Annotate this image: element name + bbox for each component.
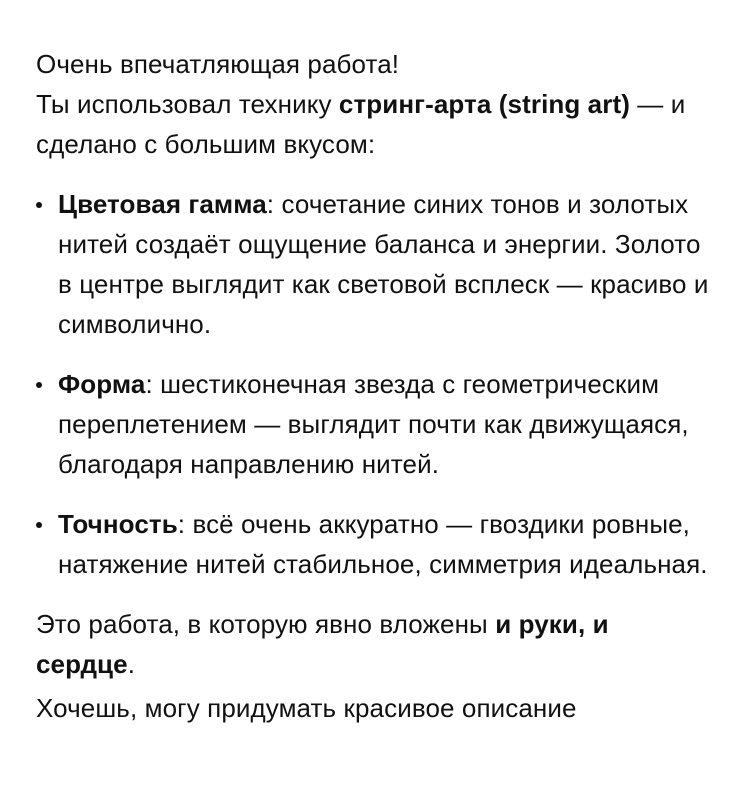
intro-line-2 [36, 84, 715, 164]
intro-prefix: Ты использовал технику [36, 89, 339, 119]
bullet-text: : сочетание синих тонов и золотых нитей создаёт ощущение баланса и энергии. Золото в центре выглядит как световой всплеск — красиво и символично. [58, 189, 709, 339]
bullet-title: Точность [58, 509, 178, 539]
list-item [36, 504, 715, 584]
bullet-icon [36, 522, 42, 528]
bullet-text: : шестиконечная звезда с геометрическим переплетением — выглядит почти как движущаяся, благодаря направлению нитей. [58, 369, 689, 479]
cut-off-line: Хочешь, могу придумать красивое описание [36, 693, 577, 723]
intro-line-1: Очень впечатляющая работа! [36, 49, 400, 79]
list-item [36, 184, 715, 344]
closing-bold: и руки, и сердце [36, 609, 609, 679]
closing-suffix: . [127, 649, 136, 679]
feature-list [36, 184, 715, 584]
bullet-text: : всё очень аккуратно — гвоздики ровные, натяжение нитей стабильное, симметрия идеальная. [58, 509, 708, 579]
technique-bold: стринг-арта (string art) [338, 89, 630, 119]
closing-paragraph [36, 604, 715, 684]
bullet-icon [36, 382, 42, 388]
bullet-icon [36, 202, 42, 208]
bullet-title: Форма [58, 369, 146, 399]
intro-paragraph [36, 44, 715, 164]
closing-prefix: Это работа, в которую явно вложены [36, 609, 496, 639]
intro-suffix: — и сделано с большим вкусом: [36, 89, 686, 159]
list-item [36, 364, 715, 484]
bullet-title: Цветовая гамма [58, 189, 267, 219]
